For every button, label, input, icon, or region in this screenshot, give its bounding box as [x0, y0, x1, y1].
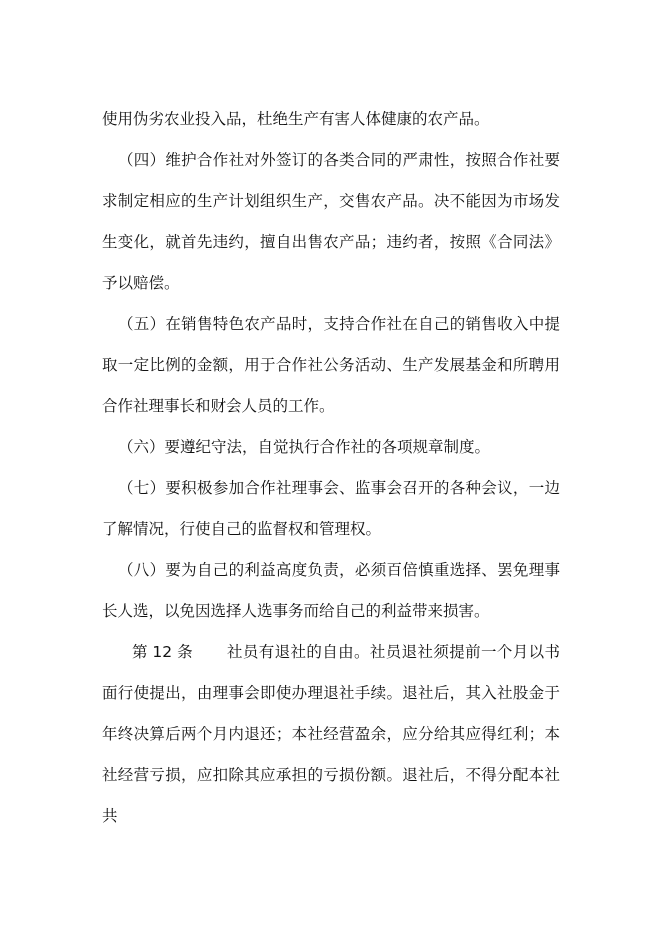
- article-text: 社员有退社的自由。社员退社须提前一个月以书面行使提出，由理事会即使办理退社手续。退社后，其入社股金于年终决算后两个月内退还；本社经营盈余，应分给其应得红利；本社经营亏损，应扣除其应承担的亏损份额。退社后，不得分配本社共: [102, 643, 560, 825]
- article-number: 第 12 条: [132, 643, 193, 661]
- paragraph-item-5: （五）在销售特色农产品时，支持合作社在自己的销售收入中提取一定比例的金额，用于合作社公务活动、生产发展基金和所聘用合作社理事长和财会人员的工作。: [102, 315, 560, 415]
- paragraph-item-4: （四）维护合作社对外签订的各类合同的严肃性，按照合作社要求制定相应的生产计划组织生产，交售农产品。决不能因为市场发生变化，就首先违约，擅自出售农产品；违约者，按照《合同法》予以赔偿。: [102, 151, 560, 292]
- paragraph-item-8: （八）要为自己的利益高度负责，必须百倍慎重选择、罢免理事长人选，以免因选择人选事务而给自己的利益带来损害。: [102, 561, 560, 620]
- paragraph-item-6: （六）要遵纪守法，自觉执行合作社的各项规章制度。: [118, 438, 491, 456]
- paragraph-continuation: 使用伪劣农业投入品，杜绝生产有害人体健康的农产品。: [102, 110, 490, 128]
- document-body: [102, 99, 560, 837]
- article-paragraph: [102, 632, 560, 837]
- paragraph-item-7: （七）要积极参加合作社理事会、监事会召开的各种会议，一边了解情况，行使自己的监督权和管理权。: [102, 479, 560, 538]
